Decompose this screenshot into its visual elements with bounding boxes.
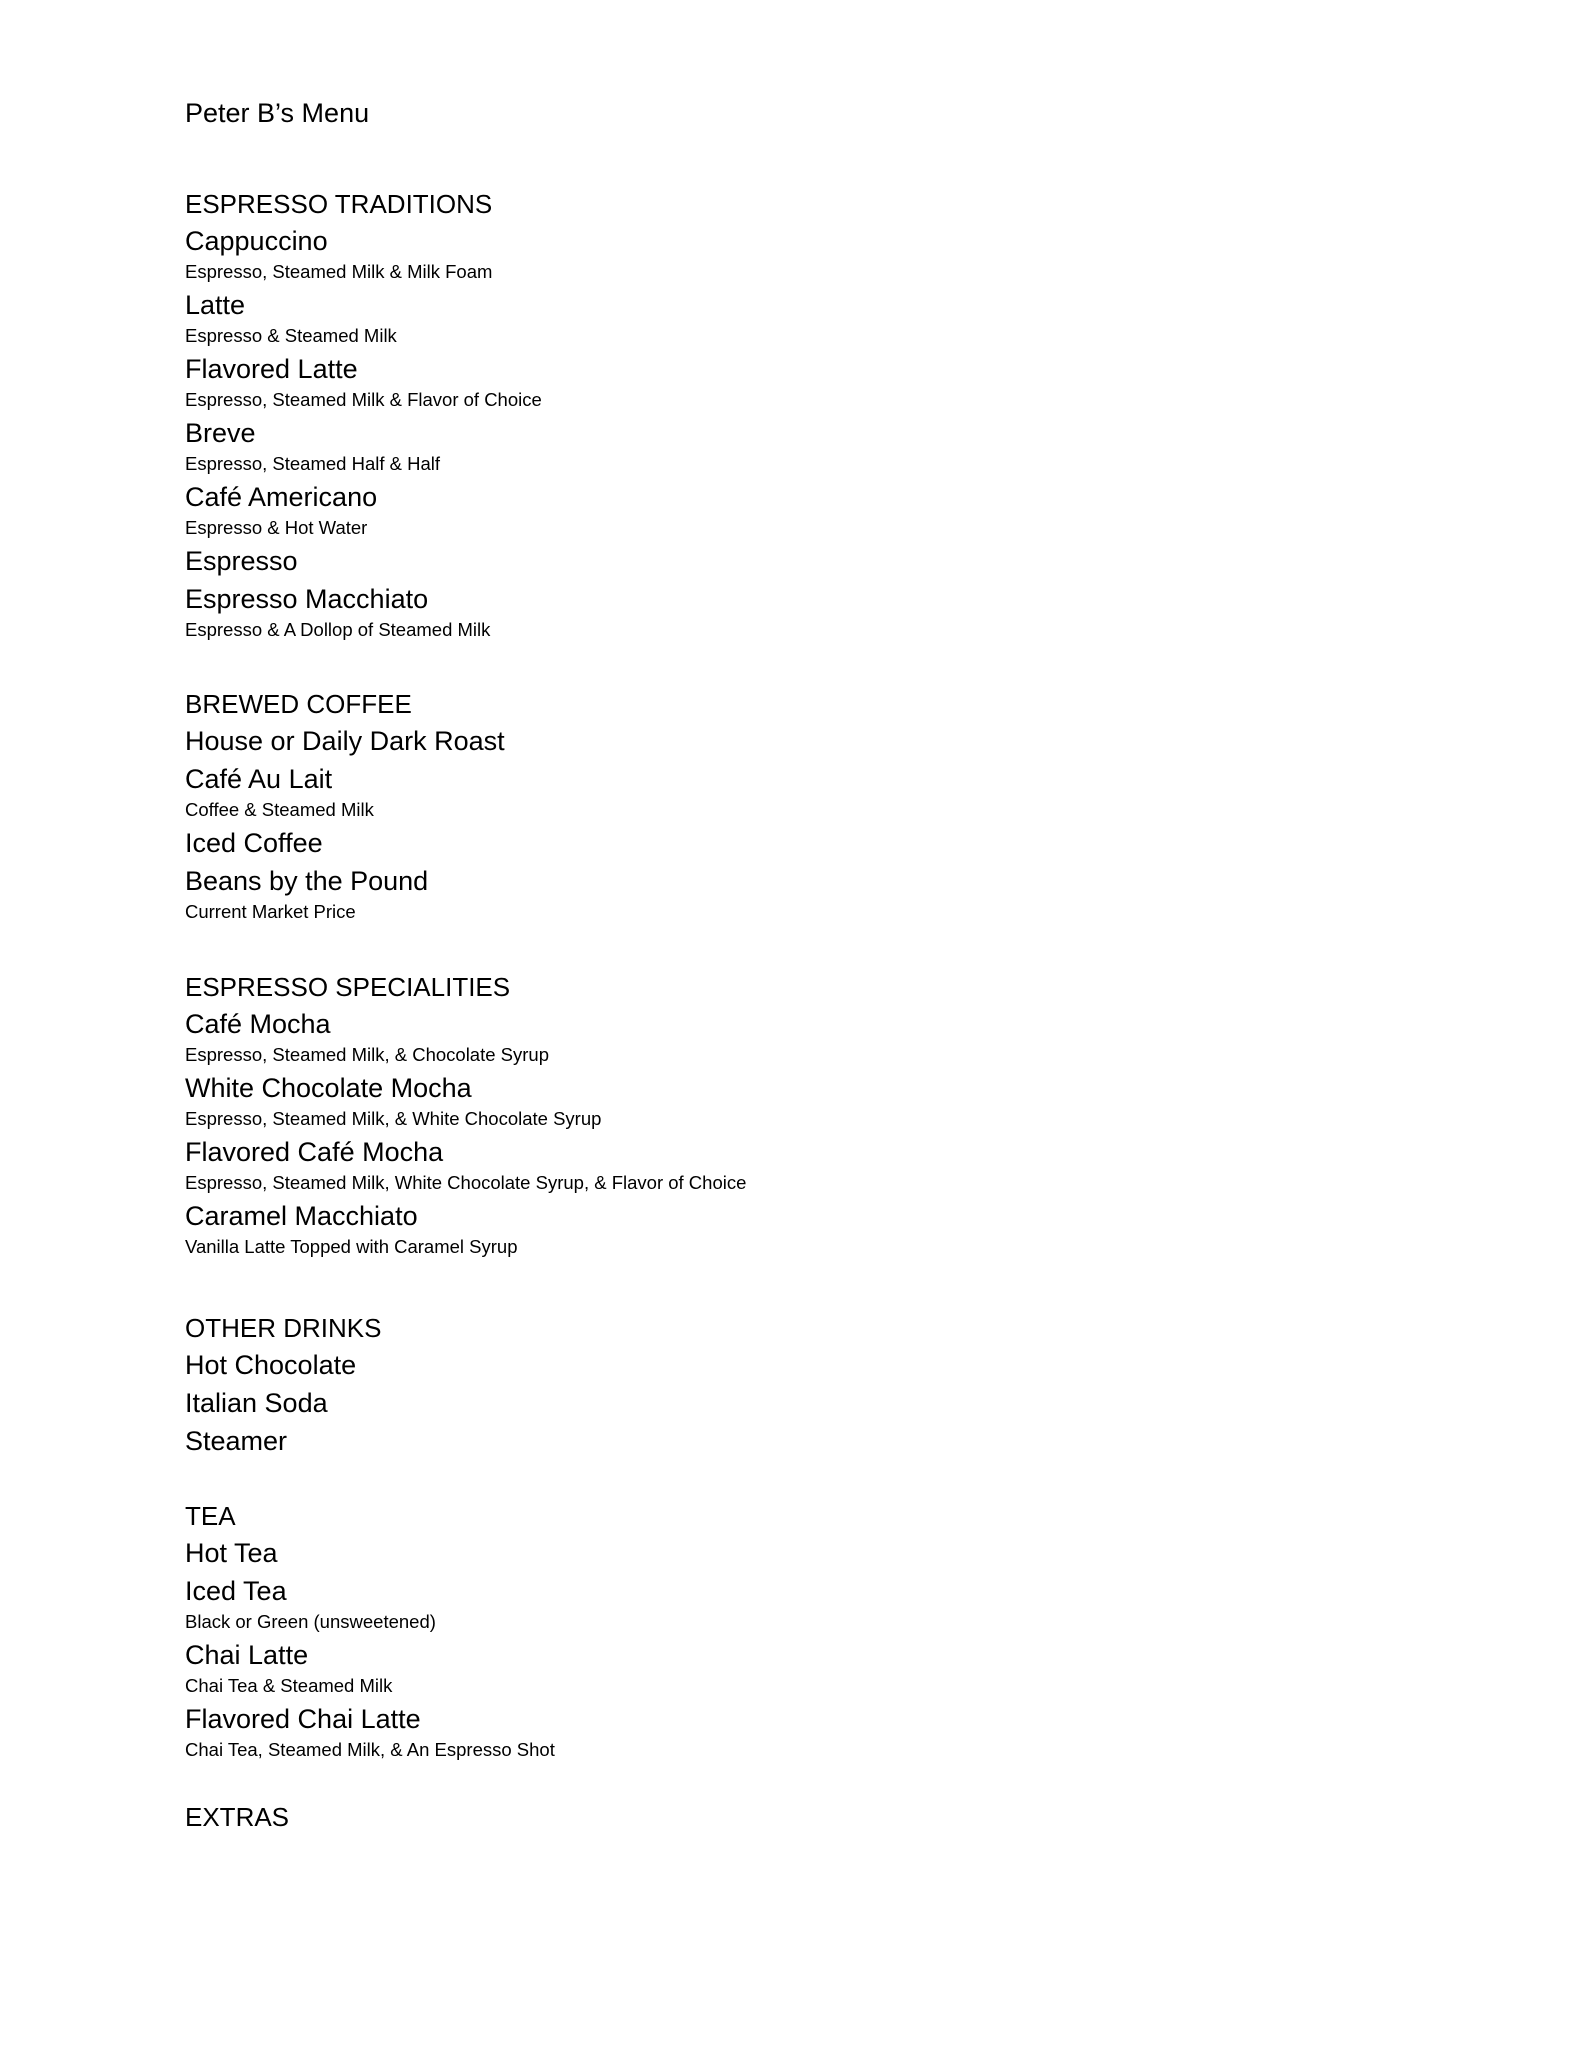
item-description: Espresso & Hot Water	[185, 517, 368, 538]
section-brewed-coffee	[185, 688, 1385, 928]
item-description: Espresso, Steamed Milk & Milk Foam	[185, 261, 493, 282]
item-name: Iced Tea	[185, 1576, 287, 1606]
item-name: Espresso	[185, 546, 298, 576]
item-name: Italian Soda	[185, 1388, 328, 1418]
item-description: Chai Tea, Steamed Milk, & An Espresso Shot	[185, 1739, 555, 1760]
item-description: Coffee & Steamed Milk	[185, 799, 374, 820]
item-name: Flavored Chai Latte	[185, 1704, 421, 1734]
item-name: Beans by the Pound	[185, 866, 429, 896]
item-description: Espresso, Steamed Half & Half	[185, 453, 440, 474]
item-description: Espresso & A Dollop of Steamed Milk	[185, 619, 491, 640]
item-description: Espresso, Steamed Milk, & White Chocolate Syrup	[185, 1108, 602, 1129]
item-name: Flavored Café Mocha	[185, 1137, 444, 1167]
item-name: Iced Coffee	[185, 828, 323, 858]
item-name: Cappuccino	[185, 226, 328, 256]
section-espresso-traditions	[185, 188, 1385, 646]
section-other-drinks	[185, 1312, 1385, 1462]
section-heading: ESPRESSO TRADITIONS	[185, 189, 493, 219]
item-name: House or Daily Dark Roast	[185, 726, 505, 756]
item-name: Chai Latte	[185, 1640, 309, 1670]
section-heading: ESPRESSO SPECIALITIES	[185, 972, 511, 1002]
section-espresso-specialities	[185, 971, 1385, 1263]
item-name: Caramel Macchiato	[185, 1201, 418, 1231]
item-description: Vanilla Latte Topped with Caramel Syrup	[185, 1236, 518, 1257]
section-heading: BREWED COFFEE	[185, 689, 412, 719]
item-name: Café Americano	[185, 482, 378, 512]
item-description: Current Market Price	[185, 901, 356, 922]
section-tea	[185, 1500, 1385, 1766]
item-name: Breve	[185, 418, 256, 448]
section-heading: EXTRAS	[185, 1802, 290, 1832]
item-name: Flavored Latte	[185, 354, 358, 384]
item-description: Black or Green (unsweetened)	[185, 1611, 436, 1632]
menu-title: Peter B’s Menu	[185, 98, 370, 128]
section-heading: TEA	[185, 1501, 236, 1531]
item-description: Chai Tea & Steamed Milk	[185, 1675, 393, 1696]
section-heading: OTHER DRINKS	[185, 1313, 382, 1343]
item-description: Espresso & Steamed Milk	[185, 325, 397, 346]
item-description: Espresso, Steamed Milk & Flavor of Choice	[185, 389, 542, 410]
item-name: Café Au Lait	[185, 764, 333, 794]
item-name: Latte	[185, 290, 246, 320]
item-name: Hot Tea	[185, 1538, 278, 1568]
item-name: Hot Chocolate	[185, 1350, 357, 1380]
item-name: Steamer	[185, 1426, 288, 1456]
item-name: Espresso Macchiato	[185, 584, 429, 614]
section-extras	[185, 1801, 1385, 1837]
item-name: White Chocolate Mocha	[185, 1073, 472, 1103]
item-name: Café Mocha	[185, 1009, 331, 1039]
item-description: Espresso, Steamed Milk, & Chocolate Syrup	[185, 1044, 549, 1065]
item-description: Espresso, Steamed Milk, White Chocolate Syrup, & Flavor of Choice	[185, 1172, 747, 1193]
